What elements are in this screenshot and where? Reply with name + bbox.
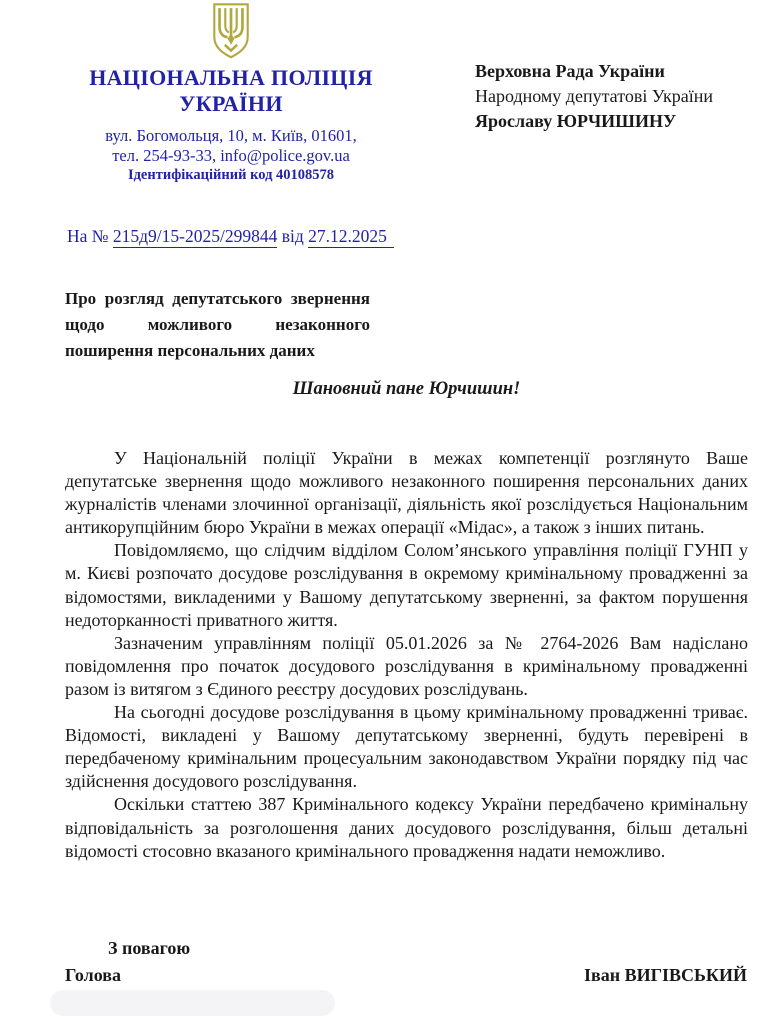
reference-prefix: На № <box>67 226 109 246</box>
body-paragraph: Повідомляємо, що слідчим відділом Солом’янського управління поліції ГУНП у м. Києві розпочато досудове розслідування в окремому кримінальному провадженні за відомостями, викладеними у Вашому депутатському зверненні, за фактом порушення недоторканності приватного життя. <box>65 540 748 630</box>
salutation: Шановний пане Юрчишин! <box>292 379 521 399</box>
body-paragraph: У Національній поліції України в межах компетенції розглянуто Ваше депутатське звернення щодо можливого незаконного поширення персональних даних журналістів членами злочинної організації, діяльність якої розслідується Національним антикорупційним бюро України в межах операції «Мідас», а також з інших питань. <box>65 448 748 538</box>
org-name-line2: УКРАЇНИ <box>179 91 283 116</box>
body-paragraph: На сьогодні досудове розслідування в цьому кримінальному провадженні триває. Відомості, викладені у Вашому депутатському зверненні, будуть перевірені в передбаченому кримінальним процесуальним законодавством України порядку під час здійснення досудового розслідування. <box>65 702 748 792</box>
addressee-org: Верховна Рада України <box>475 61 665 81</box>
signer-name: Іван ВИГІВСЬКИЙ <box>583 965 747 985</box>
subject-block: Про розгляд депутатського звернення щодо можливого незаконного поширення персональних даних <box>65 289 370 360</box>
letterhead <box>45 0 417 184</box>
org-name <box>45 65 417 117</box>
addressee-block <box>475 59 765 134</box>
addressee-role: Народному депутатові України <box>475 86 713 106</box>
body-paragraph: Оскільки статтею 387 Кримінального кодексу України передбачено кримінальну відповідальність за розголошення даних досудового розслідування, більш детальні відомості стосовно вказаного кримінального провадження надати неможливо. <box>65 794 748 861</box>
erased-signature-area <box>50 990 335 1016</box>
addressee-name: Ярославу ЮРЧИШИНУ <box>475 111 677 131</box>
reference-number: 215д9/15-2025/299844 <box>112 226 278 246</box>
letter-body <box>65 447 748 863</box>
org-name-line1: НАЦІОНАЛЬНА ПОЛІЦІЯ <box>89 65 373 90</box>
tryzub-emblem-icon <box>45 2 417 60</box>
org-address-line1: вул. Богомольця, 10, м. Київ, 01601, <box>105 126 357 145</box>
signature-closing: З повагою <box>108 938 191 958</box>
org-id-code: Ідентифікаційний код 40108578 <box>127 167 335 183</box>
reference-date: 27.12.2025 <box>308 226 394 248</box>
signer-title: Голова <box>65 965 122 985</box>
signature-row <box>65 965 747 986</box>
body-paragraph: Зазначеним управлінням поліції 05.01.2026 за № 2764-2026 Вам надіслано повідомлення про початок досудового розслідування в кримінальному провадженні разом із витягом з Єдиного реєстру досудових розслідувань. <box>65 632 748 699</box>
reference-line <box>67 226 394 247</box>
reference-connector: від <box>281 226 304 246</box>
org-address-line2: тел. 254-93-33, info@police.gov.ua <box>112 146 350 165</box>
org-address <box>45 126 417 166</box>
